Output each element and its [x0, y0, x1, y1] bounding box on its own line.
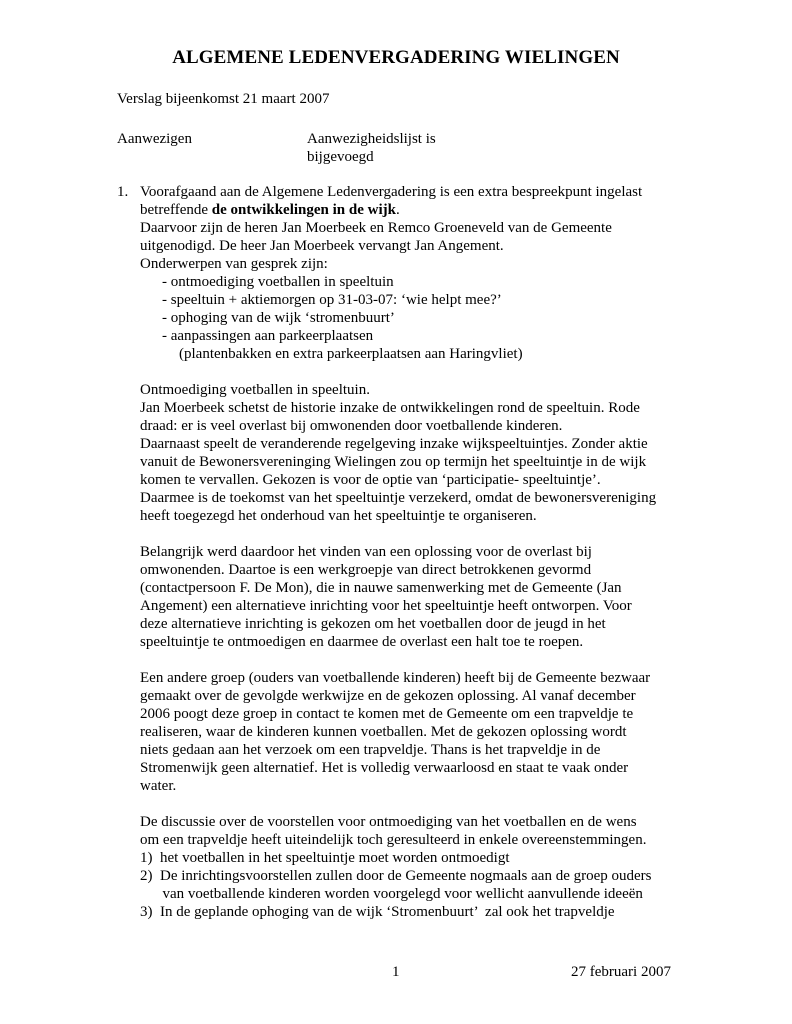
para3-line: Stromenwijk geen alternatief. Het is volledig verwaarloosd en staat te vaak onder	[140, 760, 629, 776]
topic-item: - ontmoediging voetballen in speeltuin	[162, 274, 394, 290]
item1-line2-suffix: .	[395, 202, 400, 218]
attendance-value-line2: bijgevoegd	[307, 149, 374, 165]
item-number: 1.	[117, 184, 129, 200]
agreement-item: 1) het voetballen in het speeltuintje moet worden ontmoedigt	[140, 850, 510, 866]
footer-date: 27 februari 2007	[571, 964, 671, 980]
topic-subnote: (plantenbakken en extra parkeerplaatsen aan Haringvliet)	[179, 346, 523, 362]
agreement-item: 3) In de geplande ophoging van de wijk ‘Stromenbuurt’ zal ook het trapveldje	[140, 904, 615, 920]
para1-line: draad: er is veel overlast bij omwonenden door voetballende kinderen.	[140, 418, 563, 434]
item1-line2-prefix: betreffende	[140, 202, 212, 218]
para2-line: speeltuintje te ontmoedigen en daarmee de overlast een halt toe te roepen.	[140, 634, 584, 650]
page-number: 1	[392, 964, 400, 980]
item1-topic-bold: de ontwikkelingen in de wijk	[211, 202, 396, 218]
report-subtitle: Verslag bijeenkomst 21 maart 2007	[117, 91, 330, 107]
topic-item: - speeltuin + aktiemorgen op 31-03-07: ‘wie helpt mee?’	[162, 292, 502, 308]
para1-line: Ontmoediging voetballen in speeltuin.	[140, 382, 370, 398]
topic-item: - aanpassingen aan parkeerplaatsen	[162, 328, 374, 344]
item1-line1: Voorafgaand aan de Algemene Ledenvergadering is een extra bespreekpunt ingelast	[140, 184, 643, 200]
item1-line2	[140, 201, 400, 219]
para3-line: realiseren, waar de kinderen kunnen voetballen. Met de gekozen oplossing wordt	[140, 724, 627, 740]
para4-line: om een trapveldje heeft uiteindelijk toch geresulteerd in enkele overeenstemmingen.	[140, 832, 647, 848]
para1-line: vanuit de Bewonersvereninging Wielingen zou op termijn het speeltuintje in de wijk	[140, 454, 647, 470]
para4-line: De discussie over de voorstellen voor ontmoediging van het voetballen en de wens	[140, 814, 637, 830]
para2-line: omwonenden. Daartoe is een werkgroepje van direct betrokkenen gevormd	[140, 562, 592, 578]
para1-line: Daarnaast speelt de veranderende regelgeving inzake wijkspeeltuintjes. Zonder aktie	[140, 436, 648, 452]
para1-line: heeft toegezegd het onderhoud van het speeltuintje te organiseren.	[140, 508, 537, 524]
para2-line: Belangrijk werd daardoor het vinden van een oplossing voor de overlast bij	[140, 544, 592, 560]
para3-line: water.	[140, 778, 177, 794]
attendance-label: Aanwezigen	[117, 131, 192, 147]
para1-line: komen te vervallen. Gekozen is voor de optie van ‘participatie- speeltuintje’.	[140, 472, 601, 488]
para3-line: Een andere groep (ouders van voetballende kinderen) heeft bij de Gemeente bezwaar	[140, 670, 651, 686]
para3-line: gemaakt over de gevolgde werkwijze en de gekozen oplossing. Al vanaf december	[140, 688, 636, 704]
item1-line4: uitgenodigd. De heer Jan Moerbeek vervangt Jan Angement.	[140, 238, 504, 254]
para1-line: Jan Moerbeek schetst de historie inzake de ontwikkelingen rond de speeltuin. Rode	[140, 400, 640, 416]
para2-line: deze alternatieve inrichting is gekozen om het voetballen door de jeugd in het	[140, 616, 606, 632]
para2-line: (contactpersoon F. De Mon), die in nauwe samenwerking met de Gemeente (Jan	[140, 580, 622, 596]
para1-line: Daarmee is de toekomst van het speeltuintje verzekerd, omdat de bewonersvereniging	[140, 490, 657, 506]
item1-line3: Daarvoor zijn de heren Jan Moerbeek en Remco Groeneveld van de Gemeente	[140, 220, 612, 236]
document-title: ALGEMENE LEDENVERGADERING WIELINGEN	[172, 47, 620, 68]
para3-line: niets gedaan aan het verzoek om een trapveldje. Thans is het trapveldje in de	[140, 742, 601, 758]
item1-line5: Onderwerpen van gesprek zijn:	[140, 256, 328, 272]
para2-line: Angement) een alternatieve inrichting voor het speeltuintje heeft ontworpen. Voor	[140, 598, 632, 614]
agreement-item: van voetballende kinderen worden voorgelegd voor wellicht aanvullende ideeën	[140, 886, 643, 902]
topic-item: - ophoging van de wijk ‘stromenbuurt’	[162, 310, 395, 326]
agreement-item: 2) De inrichtingsvoorstellen zullen door de Gemeente nogmaals aan de groep ouders	[140, 868, 652, 884]
attendance-value-line1: Aanwezigheidslijst is	[307, 131, 436, 147]
para3-line: 2006 poogt deze groep in contact te komen met de Gemeente om een trapveldje te	[140, 706, 634, 722]
